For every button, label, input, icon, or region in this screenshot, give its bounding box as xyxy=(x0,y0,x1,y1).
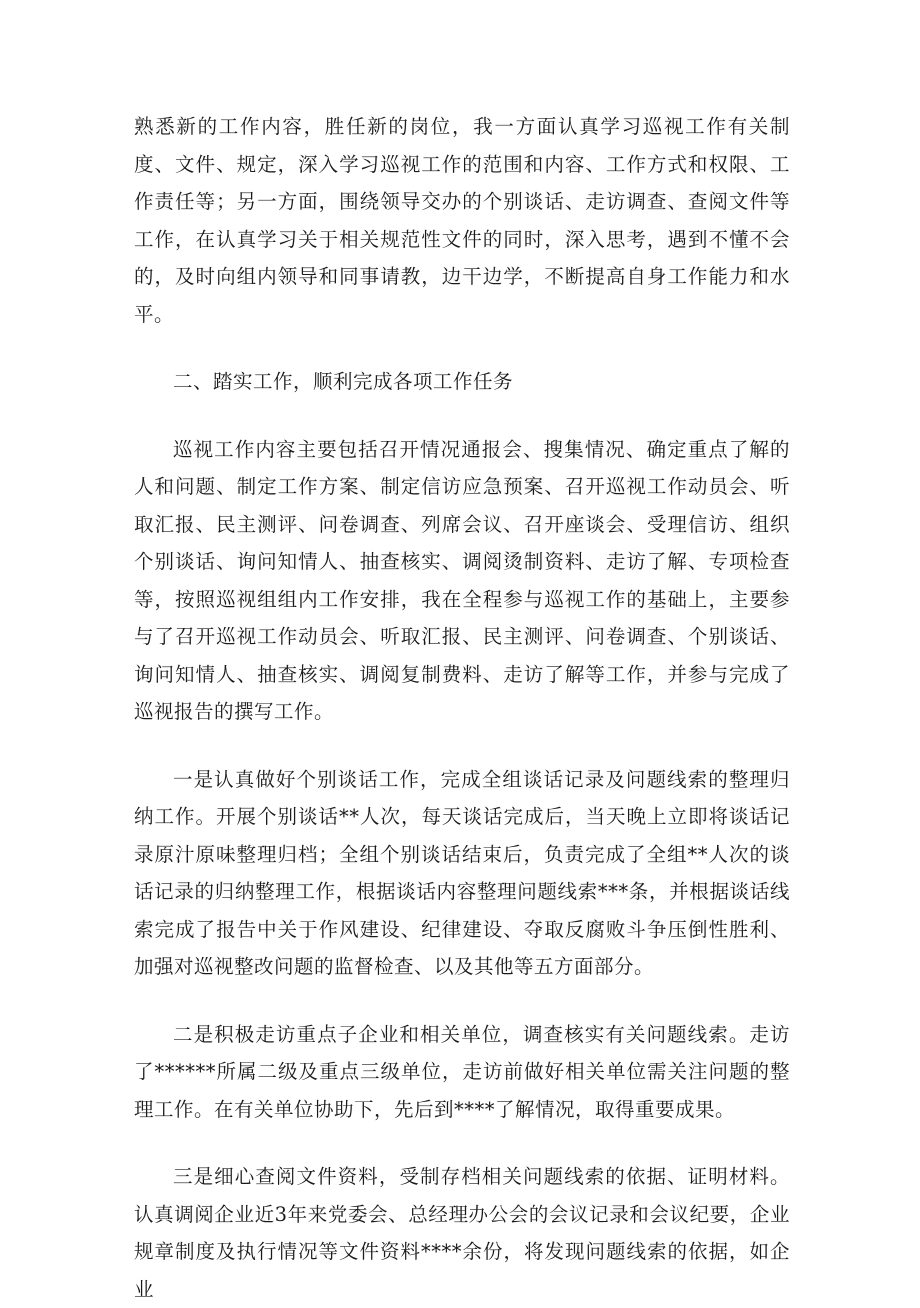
paragraph-inspection-scope: 巡视工作内容主要包括召开情况通报会、搜集情况、确定重点了解的人和问题、制定工作方案、制定信访应急预案、召开巡视工作动员会、听取汇报、民主测评、问卷调查、列席会议、召开座谈会、受理信访、组织个别谈话、询问知情人、抽查核实、调阅烫制资料、走访了解、专项检查等，按照巡视组组内工作安排，我在全程参与巡视工作的基础上，主要参与了召开巡视工作动员会、听取汇报、民主测评、问卷调查、个别谈话、询问知情人、抽查核实、调阅复制费料、走访了解等工作，并参与完成了巡视报告的撰写工作。 xyxy=(134,437,790,723)
paragraph-continuation: 熟悉新的工作内容，胜任新的岗位，我一方面认真学习巡视工作有关制度、文件、规定，深入学习巡视工作的范围和内容、工作方式和权限、工作责任等；另一方面，围绕领导交办的个别谈话、走访调查、查阅文件等工作，在认真学习关于相关规范性文件的同时，深入思考，遇到不懂不会的，及时向组内领导和同事请教，边干边学，不断提高自身工作能力和水平。 xyxy=(134,115,790,326)
paragraph-point-one: 一是认真做好个别谈话工作，完成全组谈话记录及问题线索的整理归纳工作。开展个别谈话**人次，每天谈话完成后，当天晚上立即将谈话记录原汁原味整理归档；全组个别谈话结束后，负责完成了全组**人次的谈话记录的归纳整理工作，根据谈话内容整理问题线索***条，并根据谈话线索完成了报告中关于作风建设、纪律建设、夺取反腐败斗争压倒性胜利、加强对巡视整改问题的监督检查、以及其他等五方面部分。 xyxy=(134,767,790,978)
paragraph-point-three: 三是细心查阅文件资料，受制存档相关问题线索的依据、证明材料。认真调阅企业近3年来党委会、总经理办公会的会议记录和会议纪要，企业规章制度及执行情况等文件资料****余份，将发现问题线索的依据，如企业 xyxy=(134,1165,790,1301)
document-body xyxy=(134,108,790,1308)
section-heading: 二、踏实工作，顺利完成各项工作任务 xyxy=(173,370,514,393)
paragraph-point-two: 二是积极走访重点子企业和相关单位，调查核实有关问题线索。走访了******所属二级及重点三级单位，走访前做好相关单位需关注问题的整理工作。在有关单位协助下，先后到****了解情况，取得重要成果。 xyxy=(134,1022,790,1121)
